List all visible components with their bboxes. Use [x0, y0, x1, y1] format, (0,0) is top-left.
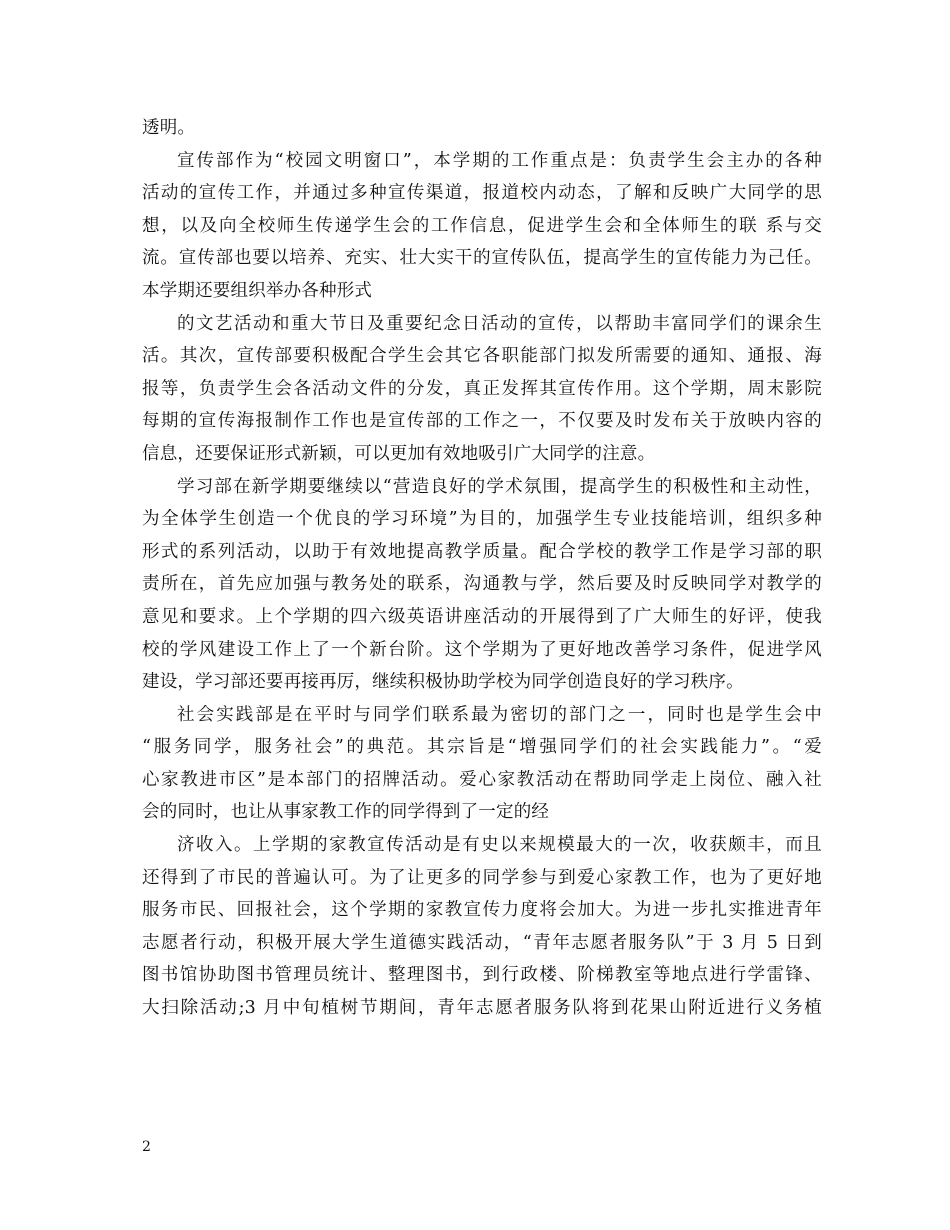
- text-line: 宣传部作为“校园文明窗口”，本学期的工作重点是：负责学生会主办的各种: [177, 150, 822, 171]
- text-line: 会的同时，也让从事家教工作的同学得到了一定的经: [142, 802, 550, 823]
- text-line: “服务同学，服务社会”的典范。其宗旨是“增强同学们的社会实践能力”。“爱: [142, 737, 822, 758]
- text-line: 为全体学生创造一个优良的学习环境”为目的，加强学生专业技能培训，组织多种: [142, 509, 822, 530]
- document-body: [142, 112, 822, 1025]
- text-line: 的文艺活动和重大节日及重要纪念日活动的宣传，以帮助丰富同学们的课余生: [177, 313, 822, 334]
- text-line: 心家教进市区”是本部门的招牌活动。爱心家教活动在帮助同学走上岗位、融入社: [142, 769, 822, 790]
- text-line: 本学期还要组织举办各种形式: [142, 280, 373, 301]
- paragraph: [142, 471, 822, 699]
- text-line: 活动的宣传工作，并通过多种宣传渠道，报道校内动态，了解和反映广大同学的思: [142, 183, 822, 204]
- paragraph: [142, 699, 822, 829]
- paragraph: [142, 308, 822, 471]
- text-line: 流。宣传部也要以培养、充实、壮大实干的宣传队伍，提高学生的宣传能力为己任。: [142, 248, 822, 269]
- text-line: 济收入。上学期的家教宣传活动是有史以来规模最大的一次，收获颇丰，而且: [177, 835, 822, 856]
- text-line: 活。其次，宣传部要积极配合学生会其它各职能部门拟发所需要的通知、通报、海: [142, 346, 822, 367]
- text-line: 图书馆协助图书管理员统计、整理图书，到行政楼、阶梯教室等地点进行学雷锋、: [142, 965, 822, 986]
- paragraph: [142, 145, 822, 308]
- text-line: 志愿者行动，积极开展大学生道德实践活动，“青年志愿者服务队”于 3 月 5 日到: [142, 932, 822, 953]
- text-line: 学习部在新学期要继续以“营造良好的学术氛围，提高学生的积极性和主动性，: [177, 476, 822, 497]
- text-line: 校的学风建设工作上了一个新台阶。这个学期为了更好地改善学习条件，促进学风: [142, 639, 822, 660]
- page-number: 2: [142, 1139, 151, 1155]
- text-line: 报等，负责学生会各活动文件的分发，真正发挥其宣传作用。这个学期，周末影院: [142, 378, 822, 399]
- text-line: 信息，还要保证形式新颖，可以更加有效地吸引广大同学的注意。: [142, 443, 656, 464]
- text-line: 形式的系列活动，以助于有效地提高教学质量。配合学校的教学工作是学习部的职: [142, 541, 822, 562]
- text-line: 责所在，首先应加强与教务处的联系，沟通教与学，然后要及时反映同学对教学的: [142, 574, 822, 595]
- text-line: 社会实践部是在平时与同学们联系最为密切的部门之一，同时也是学生会中: [177, 704, 822, 725]
- text-line: 建设，学习部还要再接再厉，继续积极协助学校为同学创造良好的学习秩序。: [142, 672, 744, 693]
- text-line: 想，以及向全校师生传递学生会的工作信息，促进学生会和全体师生的联 系与交: [142, 215, 822, 236]
- text-line: 意见和要求。上个学期的四六级英语讲座活动的开展得到了广大师生的好评，使我: [142, 606, 822, 627]
- text-line: 大扫除活动;3 月中旬植树节期间，青年志愿者服务队将到花果山附近进行义务植: [142, 998, 822, 1019]
- paragraph: [142, 829, 822, 1025]
- text-line: 透明。: [142, 118, 196, 138]
- text-line: 还得到了市民的普遍认可。为了让更多的同学参与到爱心家教工作，也为了更好地: [142, 867, 822, 888]
- text-line: 每期的宣传海报制作工作也是宣传部的工作之一，不仅要及时发布关于放映内容的: [142, 411, 822, 432]
- text-line: 服务市民、回报社会，这个学期的家教宣传力度将会加大。为进一步扎实推进青年: [142, 900, 822, 921]
- paragraph: [142, 112, 822, 145]
